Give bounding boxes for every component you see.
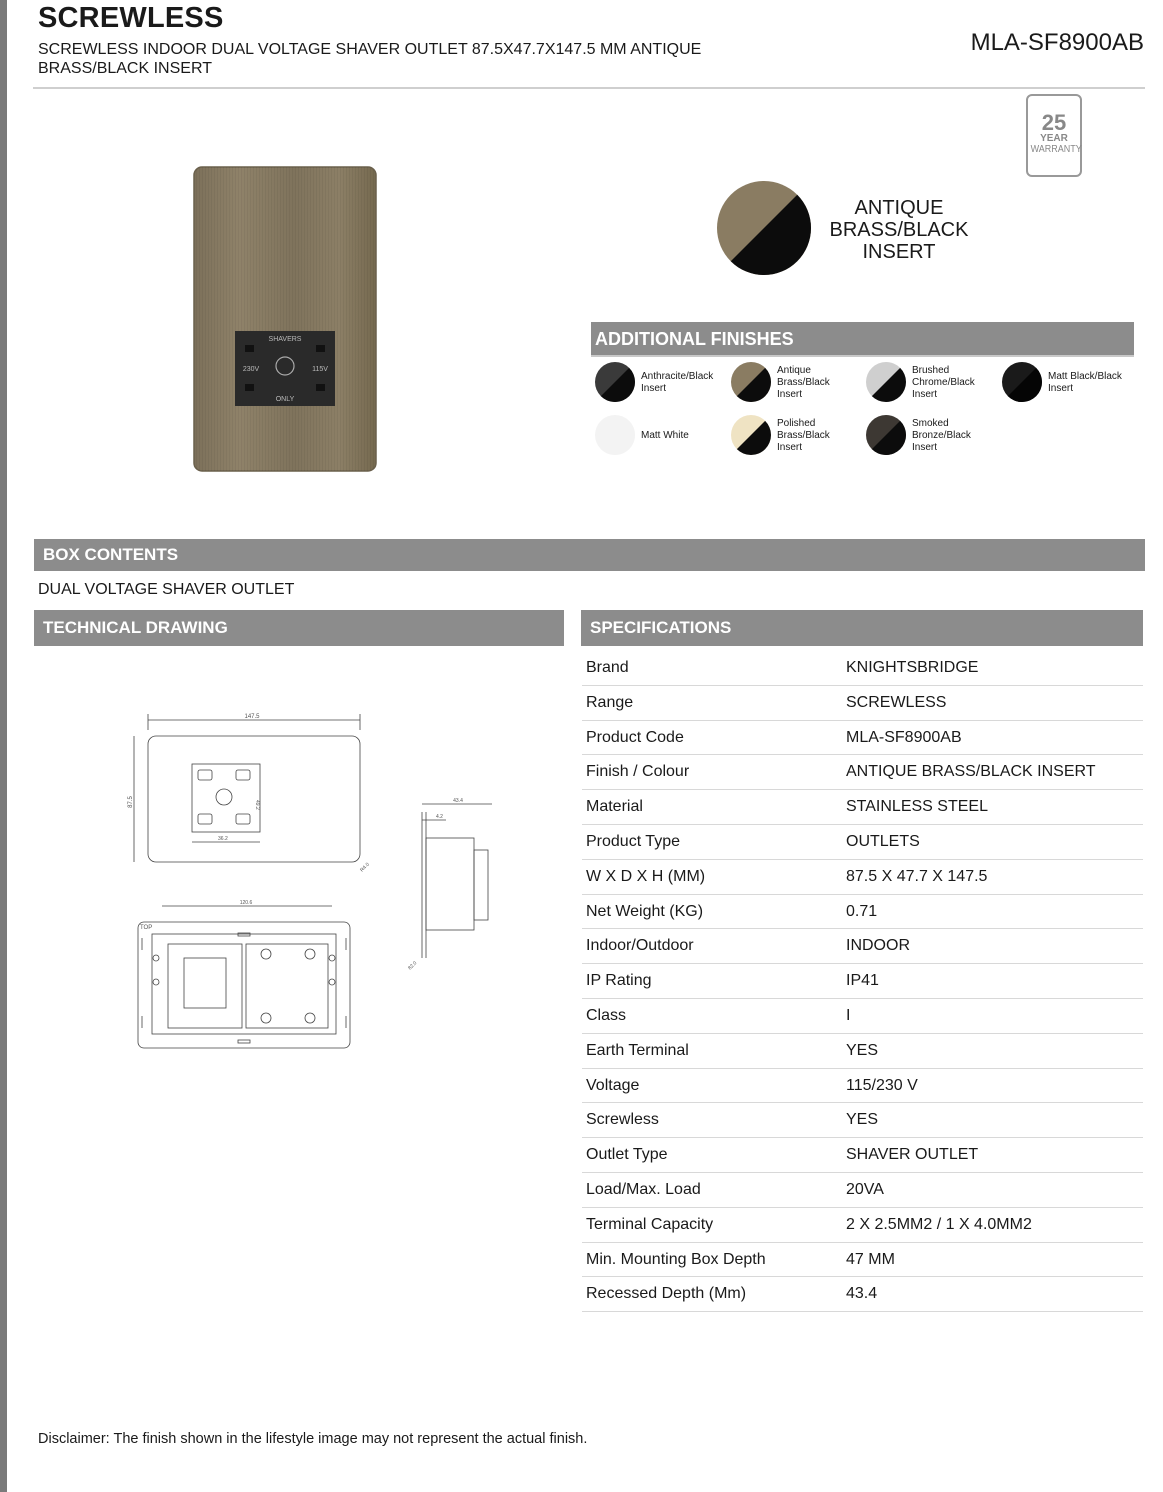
spec-value: 43.4 — [846, 1285, 878, 1303]
spec-value: I — [846, 1006, 851, 1024]
spec-value: 87.5 X 47.7 X 147.5 — [846, 867, 988, 885]
spec-row — [582, 1243, 1143, 1278]
product-label-bottom: ONLY — [275, 396, 295, 403]
range-title: SCREWLESS — [38, 2, 224, 34]
spec-value: 2 X 2.5MM2 / 1 X 4.0MM2 — [846, 1215, 1032, 1233]
spec-row — [582, 1277, 1143, 1312]
spec-value: ANTIQUE BRASS/BLACK INSERT — [846, 763, 1096, 781]
spec-key: Material — [586, 798, 643, 816]
spec-key: Load/Max. Load — [586, 1180, 701, 1198]
dim-height: 87.5 — [128, 796, 134, 808]
product-code: MLA-SF8900AB — [970, 29, 1144, 56]
spec-row — [582, 686, 1143, 721]
spec-row — [582, 651, 1143, 686]
header-divider — [33, 87, 1145, 89]
spec-value: 20VA — [846, 1180, 884, 1198]
warranty-number: 25 — [1041, 110, 1067, 135]
finish-swatch — [866, 413, 908, 458]
spec-key: Recessed Depth (Mm) — [586, 1285, 747, 1303]
spec-value: STAINLESS STEEL — [846, 798, 988, 816]
spec-row — [582, 825, 1143, 860]
dim-corner: R4.0 — [359, 861, 371, 874]
spec-key: Indoor/Outdoor — [586, 937, 694, 955]
spec-value: SHAVER OUTLET — [846, 1146, 979, 1164]
spec-value: IP41 — [846, 972, 879, 990]
spec-value: OUTLETS — [846, 832, 920, 850]
spec-value: MLA-SF8900AB — [846, 728, 962, 746]
warranty-year: YEAR — [1040, 133, 1068, 144]
warranty-badge — [1026, 94, 1082, 177]
dim-depth: 43.4 — [453, 798, 463, 804]
finish-option — [595, 413, 730, 458]
spec-key: Terminal Capacity — [586, 1215, 714, 1233]
finish-label: Brushed Chrome/Black Insert — [912, 364, 975, 400]
spec-value: KNIGHTSBRIDGE — [846, 659, 979, 676]
finish-swatch — [595, 413, 637, 458]
finish-swatch — [595, 360, 637, 405]
spec-row — [582, 721, 1143, 756]
spec-row — [582, 895, 1143, 930]
product-image — [193, 166, 377, 472]
specifications-header: SPECIFICATIONS — [581, 610, 1143, 646]
dim-side-h: 82.0 — [407, 960, 419, 972]
finish-label: Antique Brass/Black Insert — [777, 364, 830, 400]
spec-row — [582, 929, 1143, 964]
spec-key: Brand — [586, 659, 629, 676]
finish-option — [731, 360, 866, 405]
technical-drawing-header: TECHNICAL DRAWING — [34, 610, 564, 646]
dim-inner-h: 49.2 — [254, 800, 260, 810]
product-label-right: 115V — [312, 366, 328, 373]
spec-row — [582, 860, 1143, 895]
finish-label: Smoked Bronze/Black Insert — [912, 417, 971, 453]
spec-value: 115/230 V — [846, 1076, 918, 1094]
spec-value: 0.71 — [846, 902, 878, 920]
main-finish-label: ANTIQUE BRASS/BLACK INSERT — [829, 197, 969, 263]
spec-key: Product Code — [586, 728, 684, 746]
dim-width: 147.5 — [244, 714, 260, 720]
spec-row — [582, 755, 1143, 790]
finish-option — [866, 360, 1001, 405]
spec-value: YES — [846, 1111, 879, 1129]
product-subtitle: SCREWLESS INDOOR DUAL VOLTAGE SHAVER OUTLET 87.5X47.7X147.5 MM ANTIQUE BRASS/BLACK INSERT — [38, 41, 702, 77]
box-contents-header: BOX CONTENTS — [34, 539, 1145, 571]
spec-row — [582, 1034, 1143, 1069]
spec-key: Voltage — [586, 1076, 640, 1094]
spec-row — [582, 964, 1143, 999]
spec-key: Range — [586, 693, 634, 711]
technical-drawing — [126, 700, 516, 1065]
finish-label: Anthracite/Black Insert — [641, 370, 714, 394]
finish-option — [1002, 360, 1137, 405]
spec-key: Class — [586, 1006, 627, 1024]
spec-key: W X D X H (MM) — [586, 867, 706, 885]
left-edge-bar — [0, 0, 7, 1492]
spec-key: Min. Mounting Box Depth — [586, 1250, 766, 1268]
spec-value: YES — [846, 1041, 879, 1059]
specifications-table — [582, 651, 1143, 1312]
finish-option — [595, 360, 730, 405]
product-label-left: 230V — [242, 366, 260, 373]
spec-key: Product Type — [586, 832, 680, 850]
dim-rear-w: 120.6 — [239, 900, 253, 906]
finish-label: Matt White — [641, 429, 689, 441]
finish-swatch — [1002, 360, 1044, 405]
additional-finishes-header: ADDITIONAL FINISHES — [591, 322, 1134, 357]
box-contents-text: DUAL VOLTAGE SHAVER OUTLET — [38, 581, 295, 598]
disclaimer: Disclaimer: The finish shown in the lifestyle image may not represent the actual finish. — [38, 1431, 588, 1447]
finish-label: Matt Black/Black Insert — [1048, 370, 1122, 394]
spec-row — [582, 1208, 1143, 1243]
finish-option — [866, 413, 1001, 458]
spec-key: Outlet Type — [586, 1146, 668, 1164]
finish-swatch — [866, 360, 908, 405]
spec-key: Screwless — [586, 1111, 659, 1129]
dim-inner-w: 36.2 — [218, 836, 228, 842]
spec-key: IP Rating — [586, 972, 652, 990]
spec-row — [582, 790, 1143, 825]
main-finish-swatch — [716, 180, 812, 276]
warranty-word: WARRANTY — [1030, 144, 1082, 155]
spec-key: Net Weight (KG) — [586, 902, 704, 920]
spec-row — [582, 1138, 1143, 1173]
rear-top-label: TOP — [140, 925, 153, 931]
finish-swatch — [731, 413, 773, 458]
spec-row — [582, 1069, 1143, 1104]
spec-value: INDOOR — [846, 937, 910, 955]
finish-label: Polished Brass/Black Insert — [777, 417, 830, 453]
spec-row — [582, 1173, 1143, 1208]
spec-value: SCREWLESS — [846, 693, 947, 711]
spec-key: Finish / Colour — [586, 763, 690, 781]
spec-row — [582, 999, 1143, 1034]
finish-option — [731, 413, 866, 458]
product-label-top: SHAVERS — [268, 336, 302, 343]
spec-key: Earth Terminal — [586, 1041, 689, 1059]
dim-plate: 4.2 — [436, 814, 443, 820]
spec-value: 47 MM — [846, 1250, 895, 1268]
spec-row — [582, 1103, 1143, 1138]
finish-swatch — [731, 360, 773, 405]
